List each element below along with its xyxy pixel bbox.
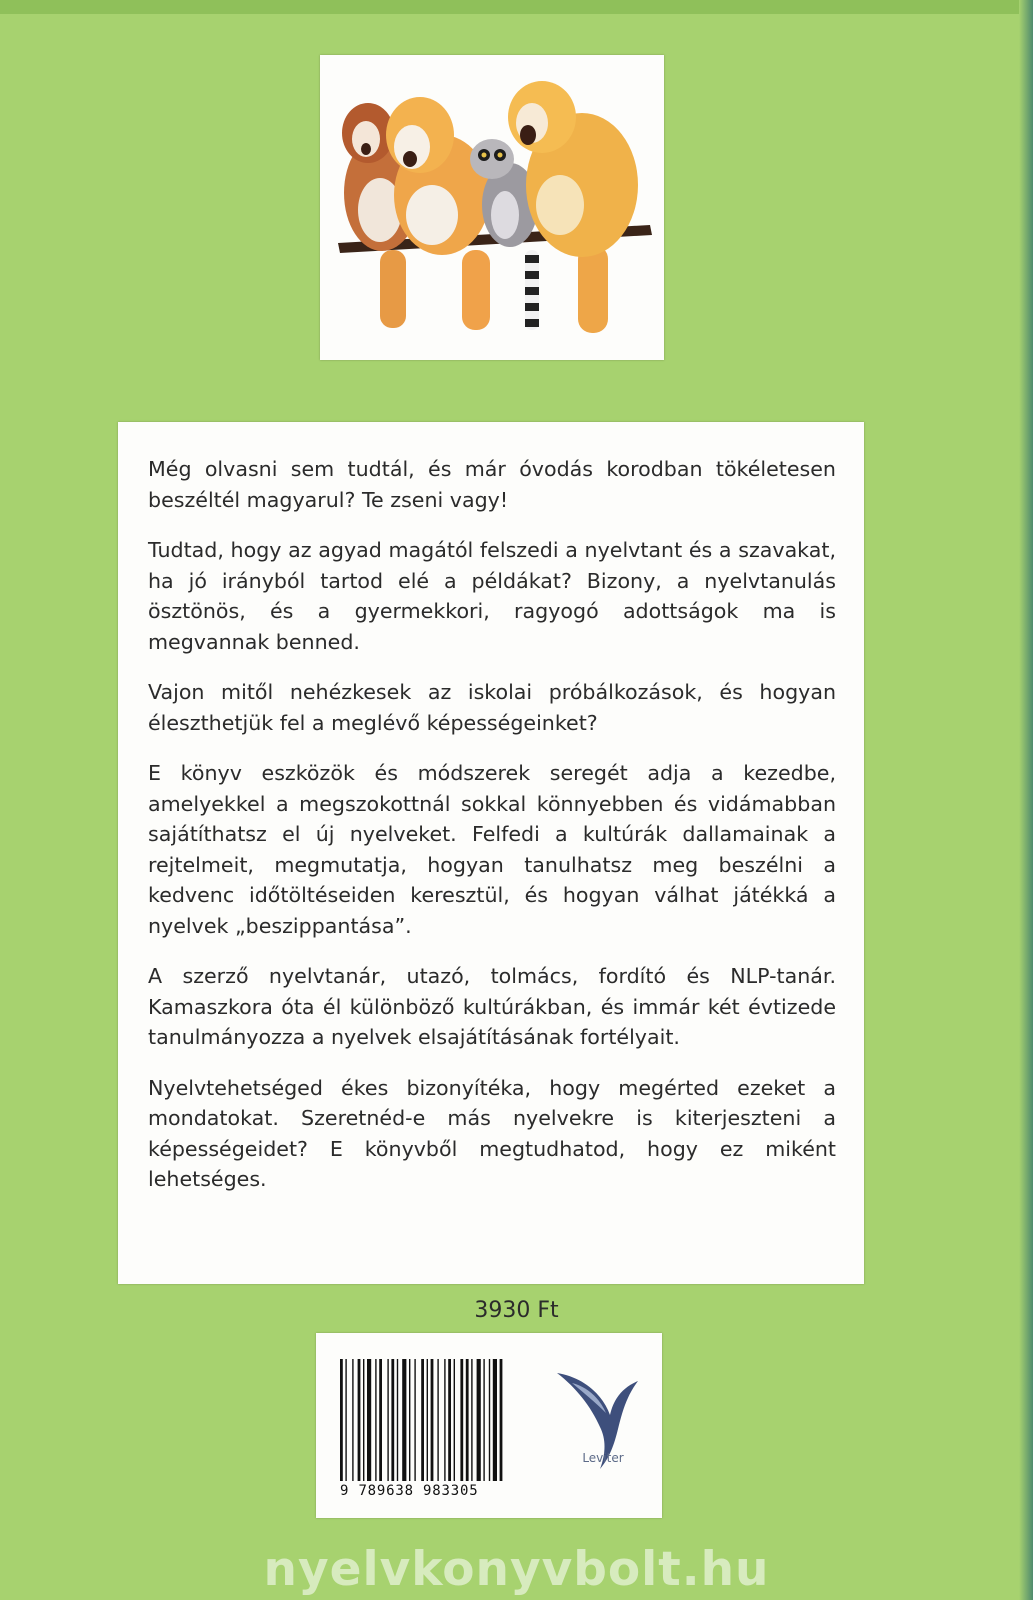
blurb-paragraph-3: Vajon mitől nehézkesek az iskolai próbálkozások, és hogyan éleszthetjük fel a meglévő képességeinket? (148, 680, 836, 735)
barcode-bar (379, 1359, 382, 1481)
barcode-bar (454, 1359, 455, 1481)
blurb-paragraph-1: Még olvasni sem tudtál, és már óvodás korodban tökéletesen beszéltél magyarul? Te zseni vagy! (148, 457, 836, 512)
barcode-bar (387, 1359, 388, 1481)
isbn-number: 9 789638 983305 (340, 1483, 479, 1499)
barcode-bar (375, 1359, 376, 1481)
barcode (340, 1359, 538, 1481)
barcode-bar (460, 1359, 463, 1481)
barcode-bar (483, 1359, 484, 1481)
barcode-bar (340, 1359, 343, 1481)
publisher-name: Leviter (582, 1451, 624, 1465)
cover-top-edge (0, 0, 1033, 14)
barcode-bar (421, 1359, 424, 1481)
barcode-bar (358, 1359, 361, 1481)
monkeys-illustration (320, 55, 664, 360)
blurb-paragraph-5: A szerző nyelvtanár, utazó, tolmács, fordító és NLP-tanár. Kamaszkora óta él különböző kultúrákban, és immár két évtizede tanulmányozza a nyelvek elsajátításának fortélyait. (148, 964, 836, 1049)
barcode-bar (493, 1359, 497, 1481)
tail-2 (462, 250, 490, 330)
barcode-bar (367, 1359, 371, 1481)
barcode-bar (444, 1359, 445, 1481)
blurb-paragraph-6: Nyelvtehetséged ékes bizonyítéka, hogy megérted ezeket a mondatokat. Szeretnéd-e más nyelvekre is kiterjeszteni a képességeidet? E könyvből megtudhatod, hogy ez miként lehetséges. (148, 1075, 836, 1191)
barcode-bar (402, 1359, 406, 1481)
barcode-bar (437, 1359, 438, 1481)
watermark-text: nyelvkonyvbolt.hu (263, 1542, 770, 1597)
blurb-text (148, 454, 836, 1215)
tail-1 (380, 250, 406, 328)
barcode-bar (345, 1359, 346, 1481)
barcode-bar (466, 1359, 469, 1481)
barcode-bar (500, 1359, 503, 1481)
barcode-bar (471, 1359, 472, 1481)
barcode-bar (427, 1359, 428, 1481)
barcode-bar (431, 1359, 434, 1481)
barcode-bar (391, 1359, 394, 1481)
tail-4 (578, 245, 608, 333)
blurb-paragraph-2: Tudtad, hogy az agyad magától felszedi a nyelvtant és a szavakat, ha jó irányból tartod elé a példákat? Bizony, a nyelvtanulás ösztönös, és a gyermekkori, ragyogó adottságok ma is megvannak benned. (148, 538, 836, 654)
price-label: 3930 Ft (474, 1298, 559, 1323)
barcode-bar (477, 1359, 481, 1481)
barcode-bar (397, 1359, 398, 1481)
barcode-bar (409, 1359, 410, 1481)
blurb-paragraph-4: E könyv eszközök és módszerek seregét adja a kezedbe, amelyekkel a megszokottnál sokkal könnyebben és vidámabban sajátíthatsz el új nyelveket. Felfedi a kultúrák dallamainak a rejtelmeit, megmutatja, hogyan tanulhatsz meg beszélni a kedvenc időtöltéseiden keresztül, és hogyan válhat játékká a nyelvek „beszippantása”. (148, 761, 836, 938)
monkeys-illustration-svg (320, 55, 664, 360)
barcode-bar (448, 1359, 451, 1481)
barcode-bar (363, 1359, 364, 1481)
blurb-panel (118, 422, 864, 1284)
barcode-bar (489, 1359, 490, 1481)
lemur-tail (525, 250, 539, 330)
barcode-panel (316, 1333, 662, 1518)
barcode-bar (352, 1359, 353, 1481)
cover-right-edge (1019, 0, 1033, 1600)
barcode-bar (414, 1359, 415, 1481)
